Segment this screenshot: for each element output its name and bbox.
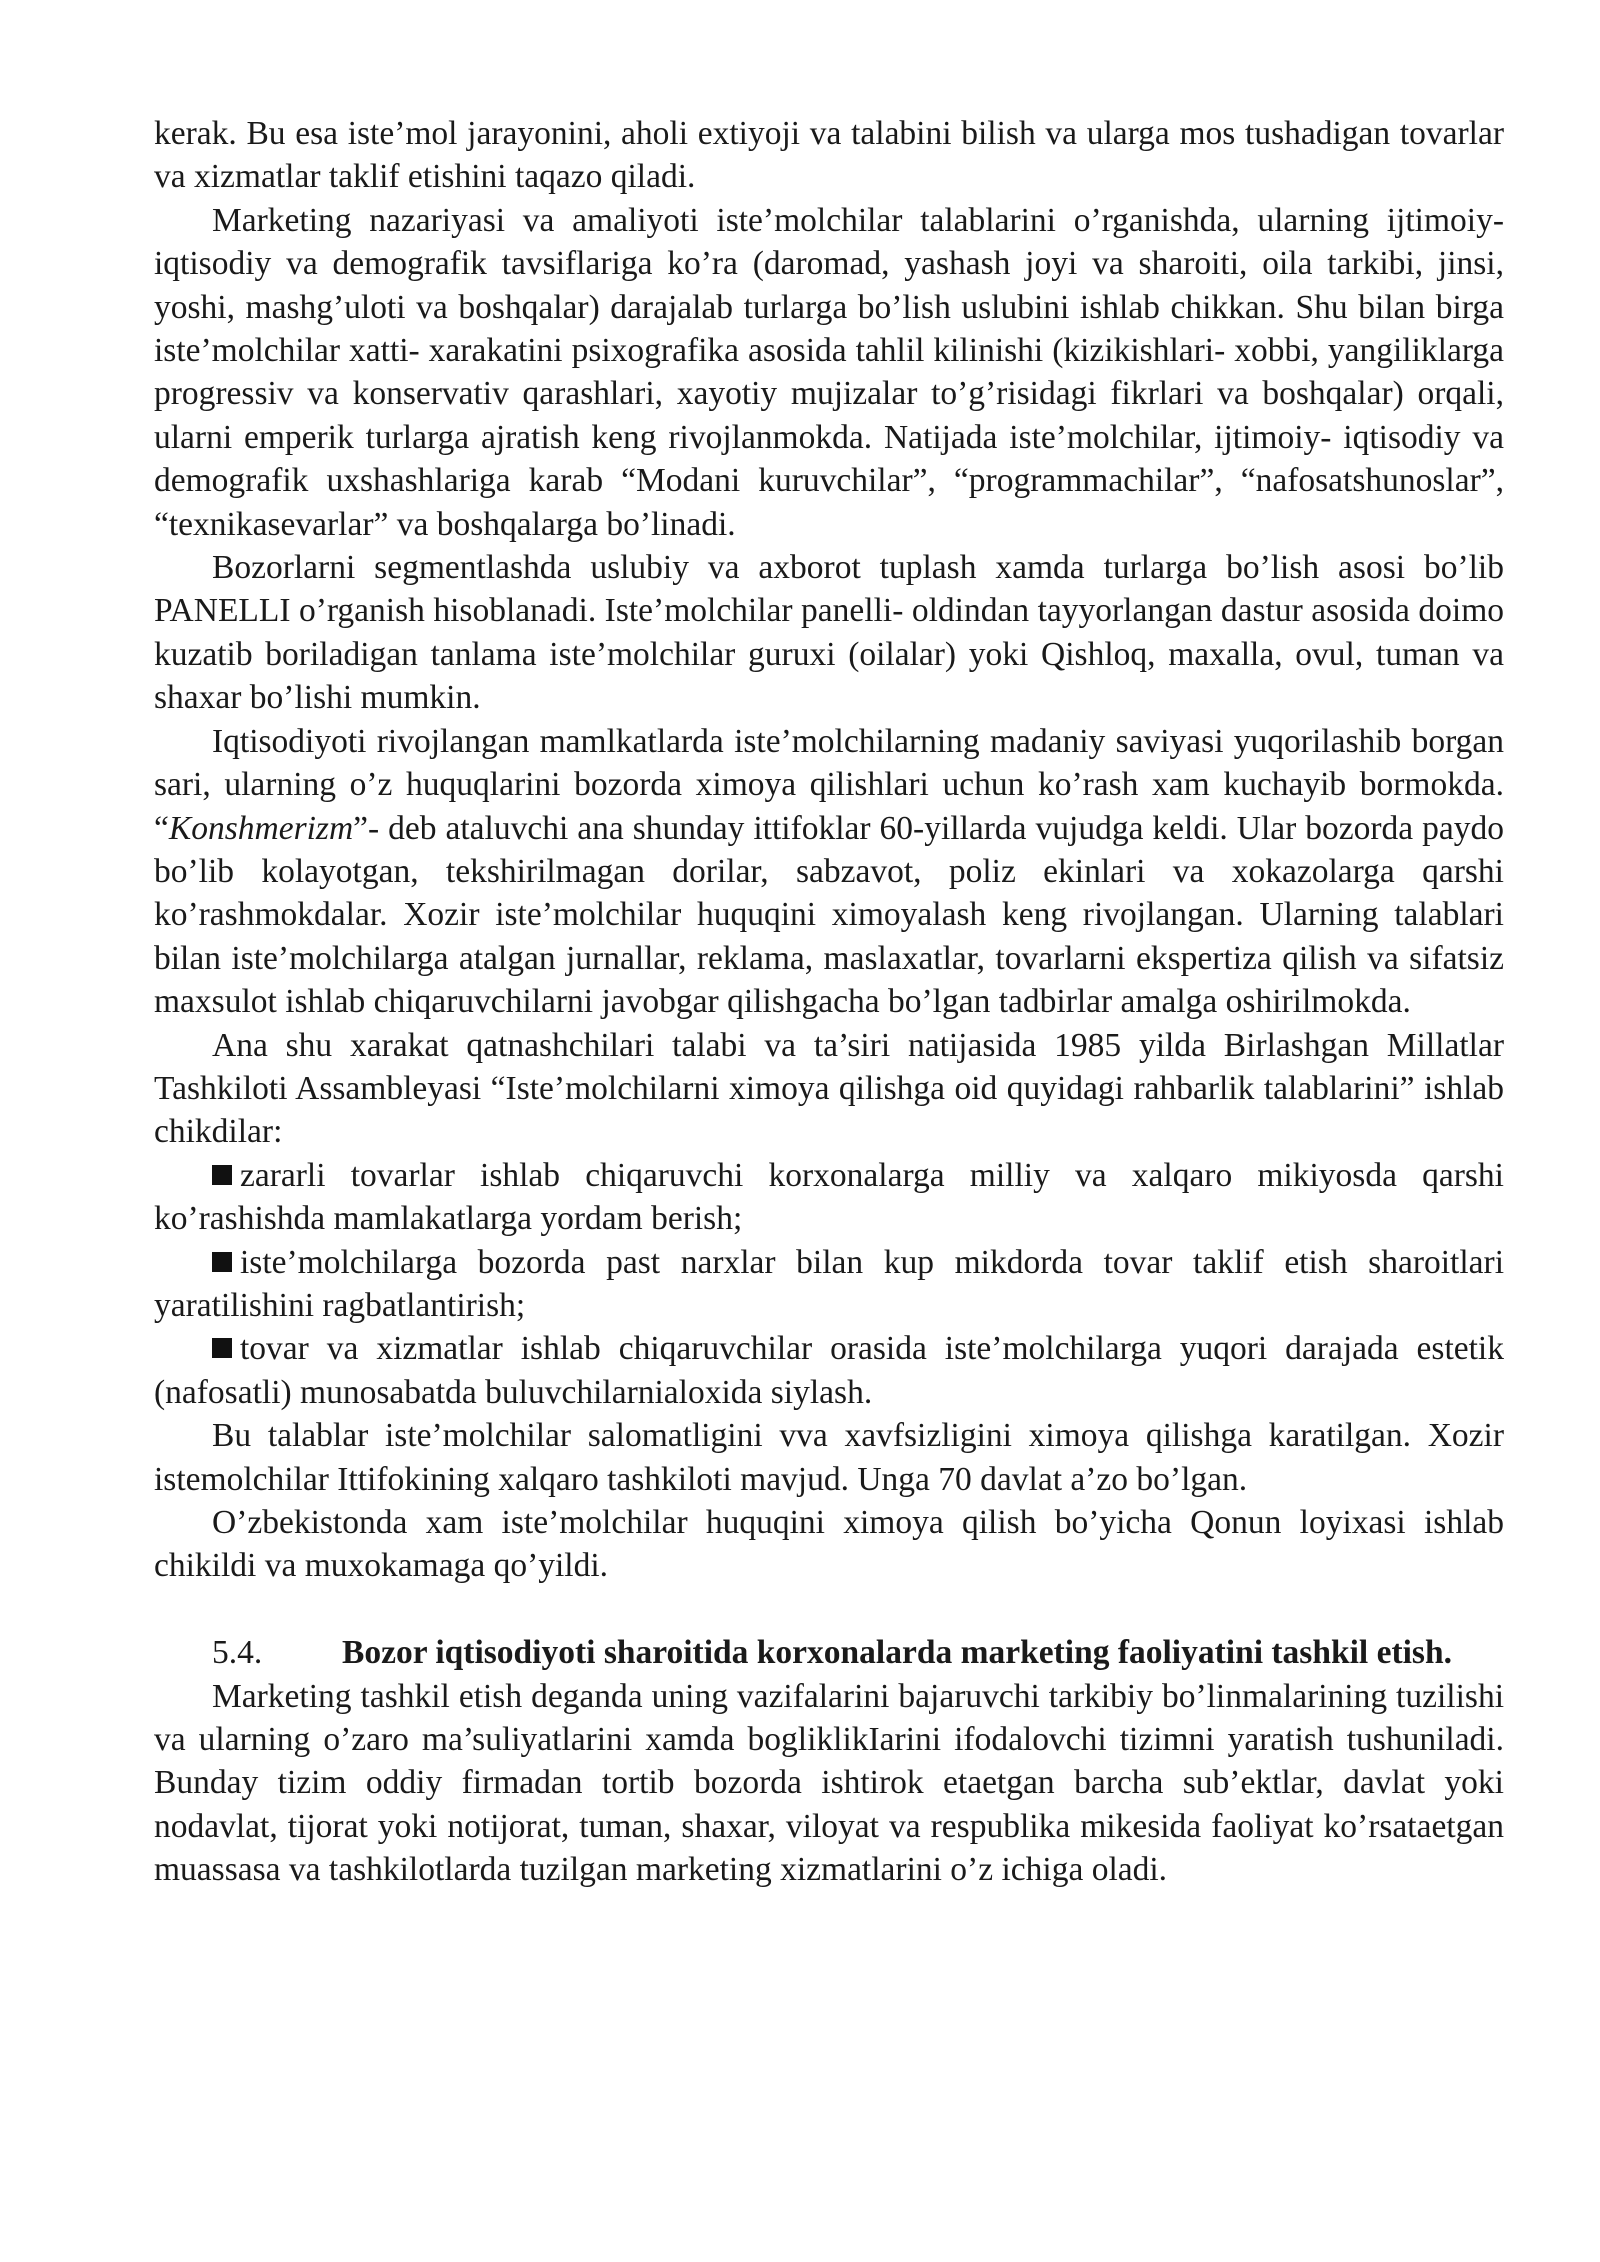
square-bullet-icon — [212, 1252, 232, 1272]
paragraph-uzbekistan: O’zbekistonda xam iste’molchilar huquqini ximoya qilish bo’yicha Qonun loyixasi ishlab chikildi va muxokamaga qo’yildi. — [154, 1504, 1504, 1585]
paragraph-marketing-organization: Marketing tashkil etish deganda uning vazifalarini bajaruvchi tarkibiy bo’linmalarining tuzilishi va ularning o’zaro ma’suliyatlarini xamda bogliklikIarini ifodalovchi tizimni yaratish tushuniladi. Bunday tizim oddiy firmadan tortib bozorda ishtirok etaetgan barcha sub’ektlar, davlat yoki nodavlat, tijorat yoki notijorat, tuman, shaxar, viloyat va respublika mikesida faoliyat ko’rsataetgan muassasa va tashkilotlarda tuzilgan marketing xizmatlarini o’z ichiga oladi. — [154, 1677, 1504, 1889]
bullet-item — [154, 1241, 1504, 1328]
paragraph-marketing-theory: Marketing nazariyasi va amaliyoti iste’molchilar talablarini o’rganishda, ularning ijtimoiy- iqtisodiy va demografik tavsiflariga ko’ra (daromad, yashash joyi va sharoiti, oila tarkibi, jinsi, yoshi, mashg’uloti va boshqalar) darajalab turlarga bo’lish uslubini ishlab chikkan. Shu bilan birga iste’molchilar xatti- xarakatini psixografika asosida tahlil kilinishi (kizikishlari- xobbi, yangiliklarga progressiv va konservativ qarashlari, xayotiy mujizalar to’g’risidagi fikrlari va boshqalar) orqali, ularni emperik turlarga ajratish keng rivojlanmokda. Natijada iste’molchilar, ijtimoiy- iqtisodiy va demografik uxshashlariga karab “Modani kuruvchilar”, “programmachilar”, “nafosatshunoslar”, “texnikasevarlar” va boshqalarga bo’linadi. — [154, 201, 1504, 543]
bullet-item — [154, 1154, 1504, 1241]
square-bullet-icon — [212, 1165, 232, 1185]
square-bullet-icon — [212, 1338, 232, 1358]
consumerism-text-before: Iqtisodiyoti rivojlangan mamlkatlarda iste’molchilarning madaniy saviyasi yuqorilashib borgan sari, ularning o’z huquqlarini bozorda ximoya qilishlari uchun ko’rash xam kuchayib bormokda. “ — [154, 722, 1504, 847]
spacer — [154, 1588, 1504, 1631]
paragraph-continuation: kerak. Bu esa iste’mol jarayonini, aholi extiyoji va talabini bilish va ularga mos tushadigan tovarlar va xizmatlar taklif etishini taqazo qiladi. — [154, 115, 1504, 196]
section-heading — [154, 1631, 1504, 1674]
section-title: Bozor iqtisodiyoti sharoitida korxonalarda marketing faoliyatini tashkil etish. — [342, 1634, 1452, 1672]
paragraph-consumerism — [154, 720, 1504, 1024]
paragraph-un-assembly: Ana shu xarakat qatnashchilari talabi va ta’siri natijasida 1985 yilda Birlashgan Millatlar Tashkiloti Assambleyasi “Iste’molchilarni ximoya qilishga oid quyidagi rahbarlik talablarini” ishlab chikdilar: — [154, 1026, 1504, 1151]
consumerism-term: Konshmerizm — [168, 809, 354, 847]
paragraph-requirements: Bu talablar iste’molchilar salomatligini vva xavfsizligini ximoya qilishga karatilgan. Xozir istemolchilar Ittifokining xalqaro tashkiloti mavjud. Unga 70 davlat a’zo bo’lgan. — [154, 1417, 1504, 1498]
consumerism-text-after: ”- deb ataluvchi ana shunday ittifoklar 60-yillarda vujudga keldi. Ular bozorda paydo bo’lib kolayotgan, tekshirilmagan dorilar, sabzavot, poliz ekinlari va xokazolarga qarshi ko’rashmokdalar. Xozir iste’molchilar huquqini ximoyalash keng rivojlangan. Ularning talablari bilan iste’molchilarga atalgan jurnallar, reklama, maslaxatlar, tovarlarni ekspertiza qilish va sifatsiz maxsulot ishlab chiqaruvchilarni javobgar qilishgacha bo’lgan tadbirlar amalga oshirilmokda. — [154, 809, 1504, 1021]
document-page — [154, 112, 1504, 1892]
section-number: 5.4. — [212, 1634, 263, 1672]
bullet-item — [154, 1327, 1504, 1414]
bullet-text: iste’molchilarga bozorda past narxlar bilan kup mikdorda tovar taklif etish sharoitlari yaratilishini ragbatlantirish; — [154, 1243, 1504, 1324]
bullet-text: zararli tovarlar ishlab chiqaruvchi korxonalarga milliy va xalqaro mikiyosda qarshi ko’rashishda mamlakatlarga yordam berish; — [154, 1156, 1504, 1238]
paragraph-segmentation: Bozorlarni segmentlashda uslubiy va axborot tuplash xamda turlarga bo’lish asosi bo’lib PANELLI o’rganish hisoblanadi. Iste’molchilar panelli- oldindan tayyorlangan dastur asosida doimo kuzatib boriladigan tanlama iste’molchilar guruxi (oilalar) yoki Qishloq, maxalla, ovul, tuman va shaxar bo’lishi mumkin. — [154, 549, 1504, 717]
bullet-text: tovar va xizmatlar ishlab chiqaruvchilar orasida iste’molchilarga yuqori darajada estetik (nafosatli) munosabatda buluvchilarnialoxida siylash. — [154, 1330, 1504, 1411]
